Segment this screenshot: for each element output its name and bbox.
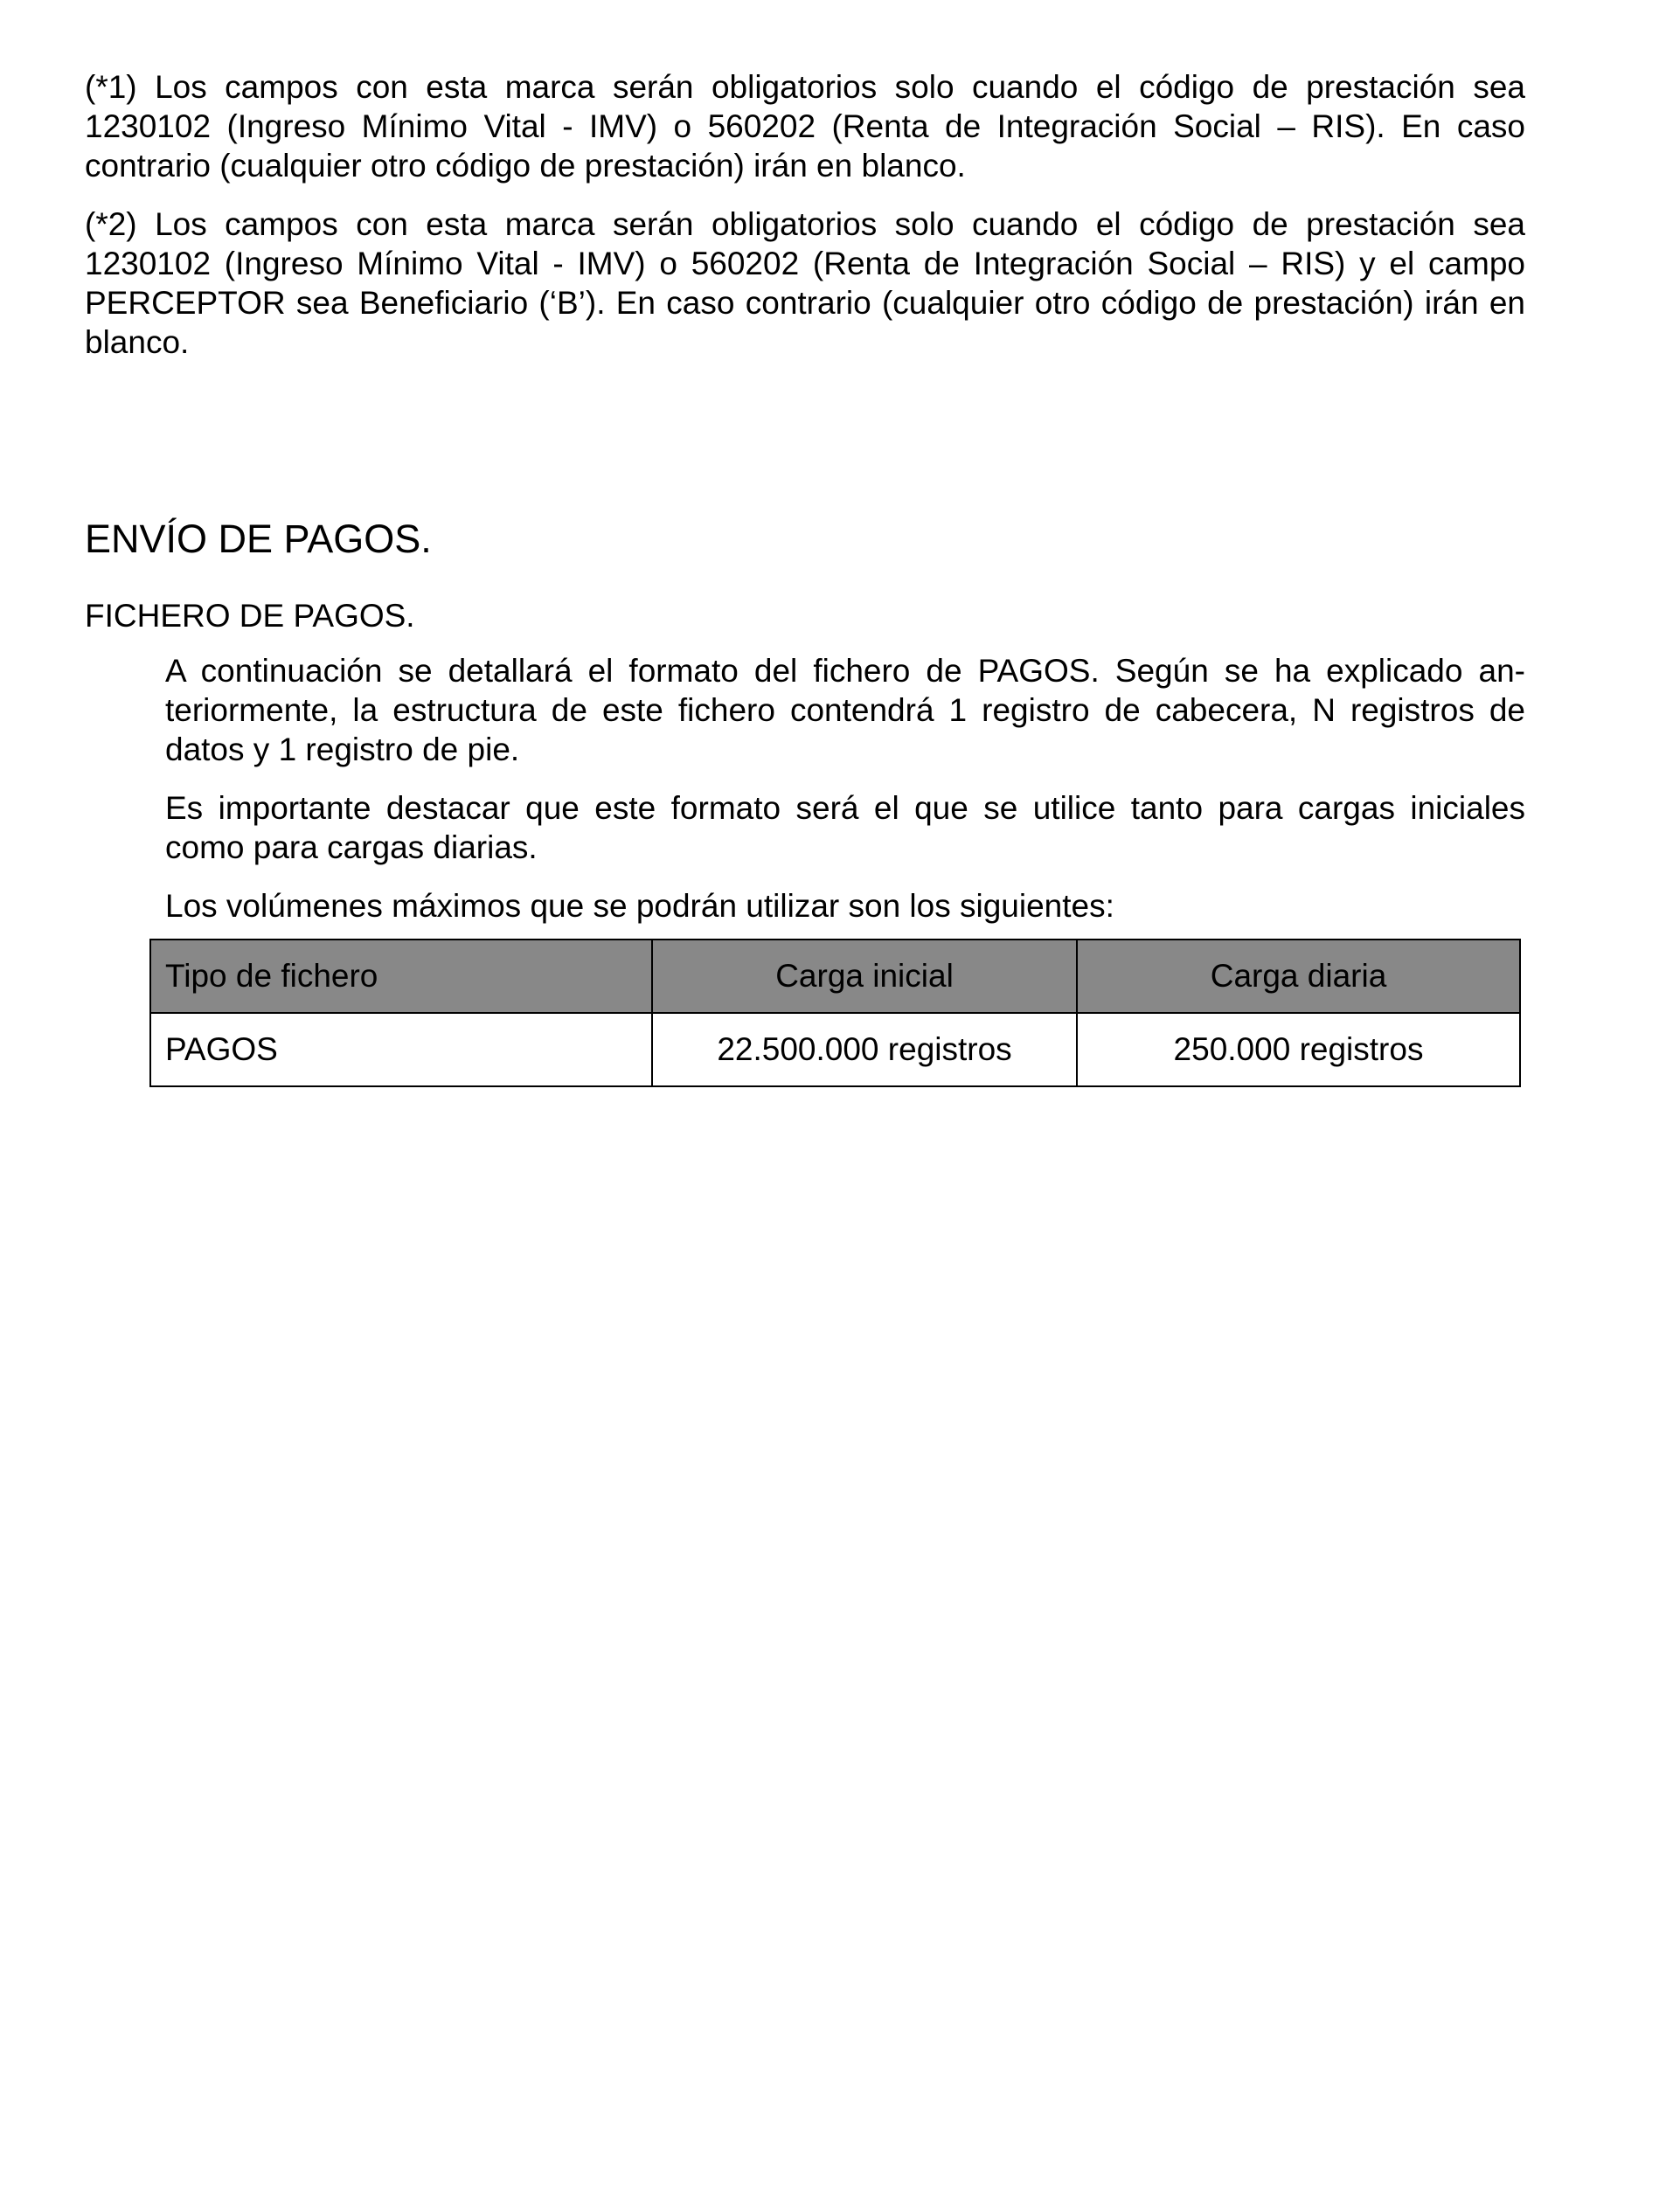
paragraph-importance: Es importante destacar que este formato será el que se utilice tanto para cargas iniciales como para cargas diarias. [165,790,1525,865]
header-carga-diaria: Carga diaria [1077,940,1520,1013]
paragraph-format: A continuación se detallará el formato del fichero de PAGOS. Según se ha explicado anteriormente, la estructura de este fichero contendrá 1 registro de cabecera, N registros de datos y 1 registro de pie. [165,653,1525,767]
table-header-row [150,940,1520,1013]
cell-carga-inicial: 22.500.000 registros [652,1013,1077,1086]
paragraph-volumes: Los volúmenes máximos que se podrán utilizar son los siguientes: [165,888,1114,924]
section-subtitle: FICHERO DE PAGOS. [85,598,415,634]
section-title: ENVÍO DE PAGOS. [85,517,432,561]
footnote-2: (*2) Los campos con esta marca serán obligatorios solo cuando el código de prestación sea 1230102 (Ingreso Mínimo Vital - IMV) o 560202 (Renta de Integración Social – RIS) y el campo PERCEPTOR sea Beneficiario (‘B’). En caso contrario (cualquier otro código de prestación) irán en blanco. [85,206,1525,360]
header-tipo-fichero: Tipo de fichero [150,940,652,1013]
cell-tipo-fichero: PAGOS [150,1013,652,1086]
table-row [150,1013,1520,1086]
footnote-1: (*1) Los campos con esta marca serán obligatorios solo cuando el código de prestación sea 1230102 (Ingreso Mínimo Vital - IMV) o 560202 (Renta de Integración Social – RIS). En caso contrario (cualquier otro código de prestación) irán en blanco. [85,69,1525,184]
header-carga-inicial: Carga inicial [652,940,1077,1013]
volumes-table [149,939,1521,1087]
cell-carga-diaria: 250.000 registros [1077,1013,1520,1086]
